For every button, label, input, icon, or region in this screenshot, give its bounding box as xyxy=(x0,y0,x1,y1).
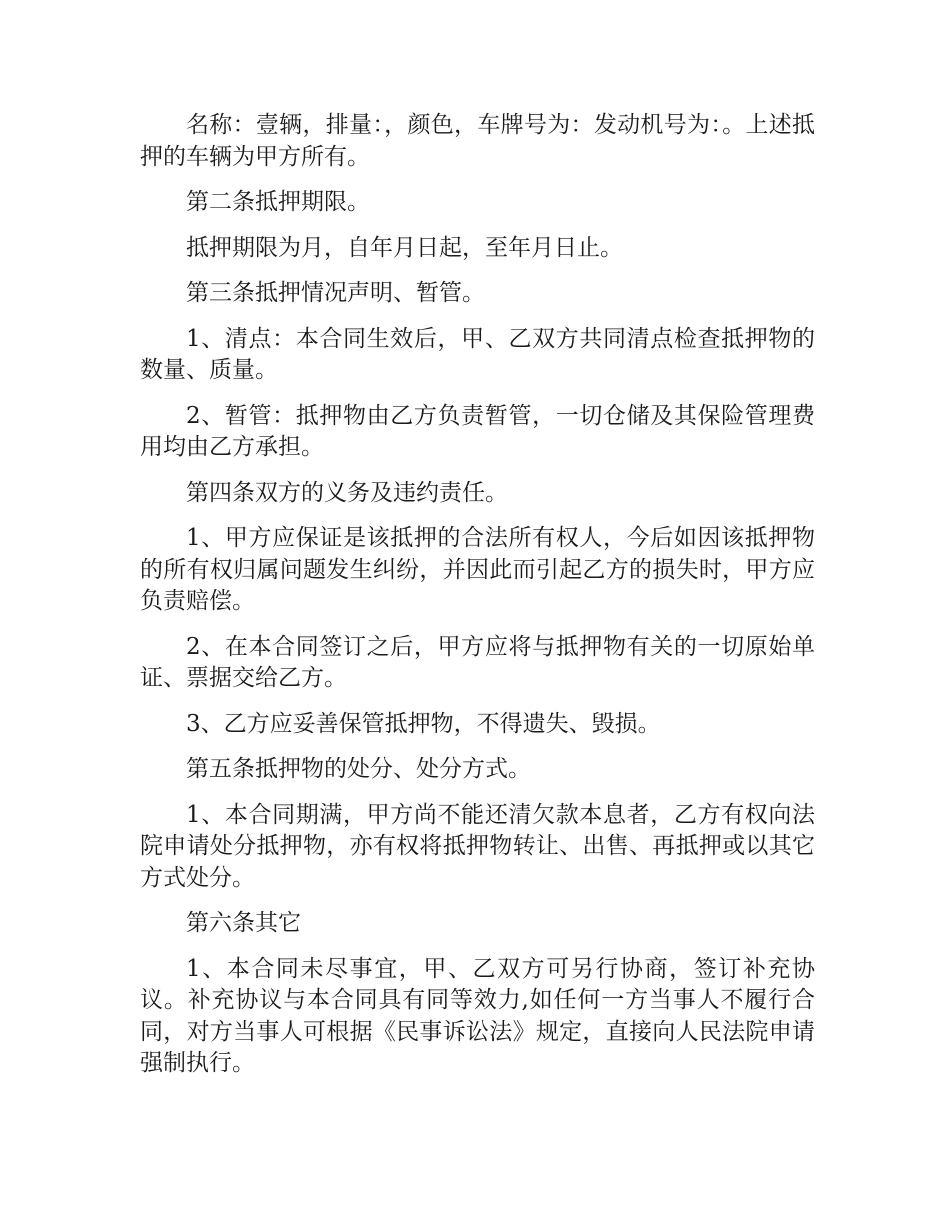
paragraph-inventory: 1、清点：本合同生效后，甲、乙双方共同清点检查抵押物的数量、质量。 xyxy=(140,325,815,383)
heading-article-6: 第六条其它 xyxy=(186,910,301,936)
paragraph-documents-handover: 2、在本合同签订之后，甲方应将与抵押物有关的一切原始单证、票据交给乙方。 xyxy=(140,633,815,691)
paragraph-disposal: 1、本合同期满，甲方尚不能还清欠款本息者，乙方有权向法院申请处分抵押物，亦有权将抵押物转让、出售、再抵押或以其它方式处分。 xyxy=(140,801,815,891)
paragraph-safekeeping: 3、乙方应妥善保管抵押物，不得遗失、毁损。 xyxy=(186,710,661,737)
heading-article-5: 第五条抵押物的处分、处分方式。 xyxy=(186,756,531,782)
heading-article-3: 第三条抵押情况声明、暂管。 xyxy=(186,280,485,306)
paragraph-vehicle-description: 名称：壹辆，排量：，颜色，车牌号为：发动机号为：。上述抵押的车辆为甲方所有。 xyxy=(140,112,815,170)
heading-article-2: 第二条抵押期限。 xyxy=(186,189,370,215)
paragraph-ownership-warranty: 1、甲方应保证是该抵押的合法所有权人，今后如因该抵押物的所有权归属问题发生纠纷，并因此而引起乙方的损失时，甲方应负责赔偿。 xyxy=(140,525,815,614)
paragraph-supplementary: 1、本合同未尽事宜，甲、乙双方可另行协商，签订补充协议。补充协议与本合同具有同等效力,如任何一方当事人不履行合同，对方当事人可根据《民事诉讼法》规定，直接向人民法院申请强制执行。 xyxy=(140,955,815,1076)
paragraph-custody: 2、暂管：抵押物由乙方负责暂管，一切仓储及其保险管理费用均由乙方承担。 xyxy=(140,402,815,460)
document-body xyxy=(140,110,815,1094)
heading-article-4: 第四条双方的义务及违约责任。 xyxy=(186,479,508,506)
paragraph-mortgage-term: 抵押期限为月，自年月日起，至年月日止。 xyxy=(186,234,623,261)
